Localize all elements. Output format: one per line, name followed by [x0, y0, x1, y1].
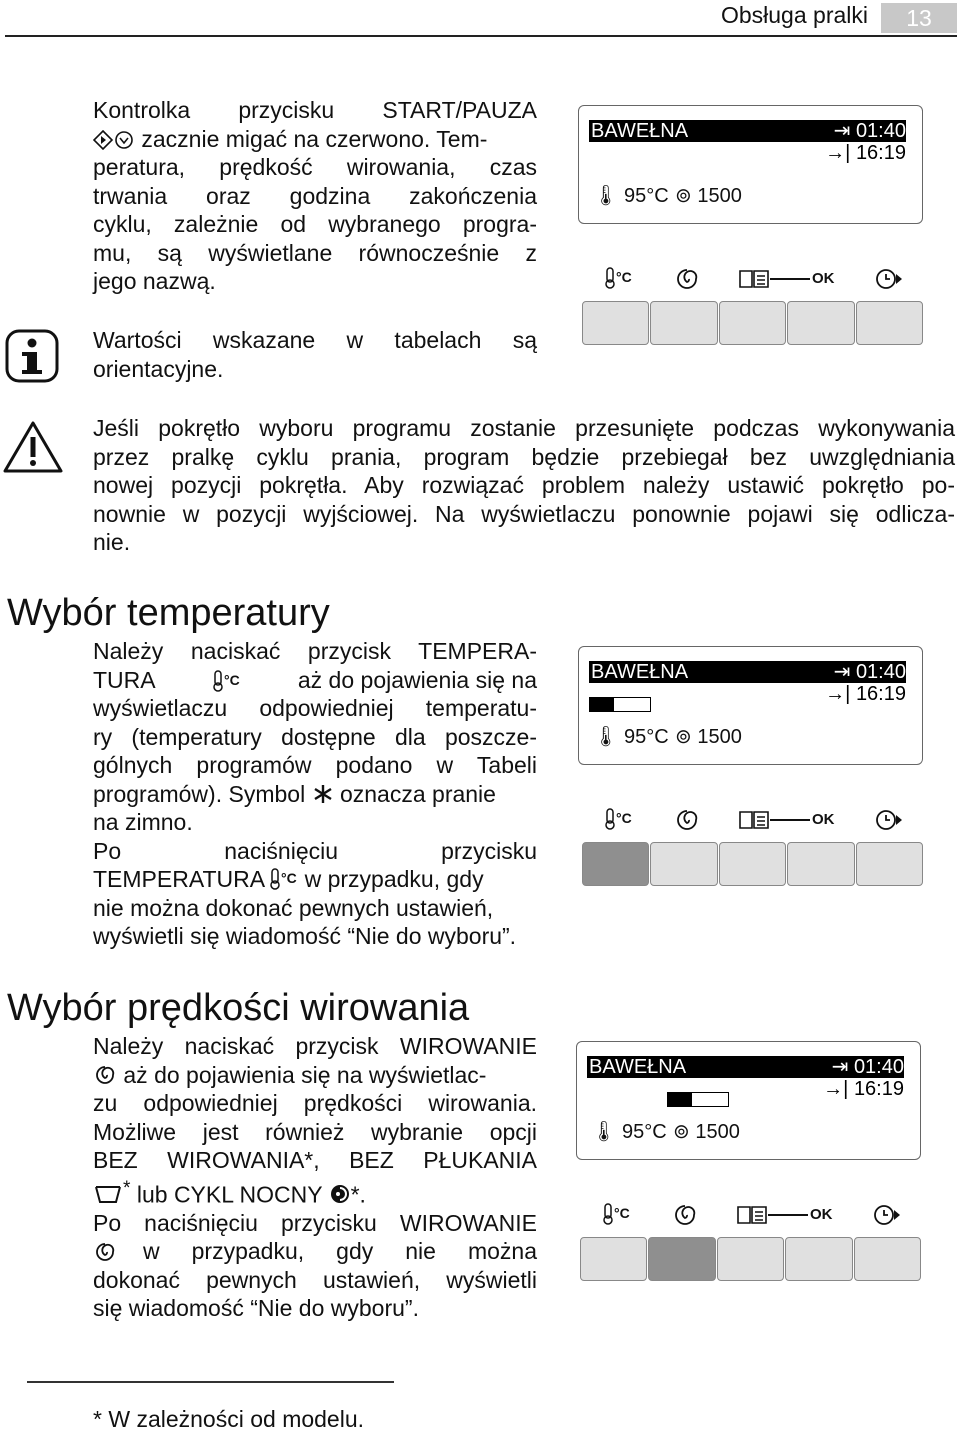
control-buttons-row: [582, 842, 924, 884]
spin-paragraph: Należy naciskać przycisk WIROWANIE aż do pojawienia się na wyświetlac- zu odpowiedniej prędkości wirowania. Możliwe jest również wybranie opcji BEZ WIROWANIA*, BEZ PŁUKANIA * lub CYKL NOCNY *. Po naciśnięciu przycisku WIROWANIE w przypadku, gdy nie można dokonać pewnych ustawień, wyświetli się wiadomość “Nie do wyboru”.: [93, 1033, 537, 1322]
svg-text:°C: °C: [281, 870, 297, 886]
spin-value: ⊚ 1500: [675, 726, 742, 748]
delay-start-button[interactable]: [856, 842, 923, 886]
page-number: 13: [881, 3, 957, 33]
options-book-icon: [738, 808, 812, 837]
options-button[interactable]: [719, 842, 786, 886]
level-meter: [589, 697, 651, 712]
ok-label: OK: [812, 270, 835, 287]
spin-button[interactable]: [648, 1237, 715, 1281]
spin-icon: [93, 1241, 117, 1263]
end-time: →| 16:19: [823, 1078, 904, 1100]
footnote: * W zależności od modelu.: [93, 1406, 365, 1432]
cold-wash-icon: [312, 783, 334, 805]
delay-start-icon: [874, 808, 904, 837]
level-meter-fill: [668, 1093, 692, 1106]
program-name: BAWEŁNA: [589, 1056, 687, 1078]
svg-text:°C: °C: [223, 671, 240, 688]
spin-icon: [674, 808, 700, 837]
temperature-value: 🌡︎ 95°C: [591, 1121, 667, 1143]
heading-spin-speed: Wybór prędkości wirowania: [7, 987, 470, 1029]
lcd-screen: [576, 1041, 921, 1160]
temperature-value: 🌡︎ 95°C: [593, 726, 669, 748]
delay-start-icon: [872, 1203, 902, 1232]
temperature-icon: [213, 670, 241, 692]
delay-start-button[interactable]: [856, 301, 923, 345]
temperature-paragraph: Należy naciskać przycisk TEMPERA- TURA °C aż do pojawienia się na wyświetlaczu odpowiedniej temperatu- ry (temperatury dostępne dla poszcze- gólnych programów podano w Tabeli programów). Symbol oznacza pranie na zimno. Po naciśnięciu przycisku TEMPERATURA °C w przypadku, gdy nie można dokonać pewnych ustawień, wyświetli się wiadomość “Nie do wyboru”.: [93, 638, 537, 949]
spin-button[interactable]: [650, 842, 717, 886]
lcd-screen: [578, 105, 923, 224]
temperature-button[interactable]: [582, 842, 649, 886]
spin-button[interactable]: [650, 301, 717, 345]
start-pause-icon: [93, 130, 135, 150]
spin-icon: [674, 267, 700, 296]
options-button[interactable]: [719, 301, 786, 345]
temperature-icon: [270, 868, 298, 890]
control-buttons-row: [582, 301, 924, 343]
duration-time: ⇥ 01:40: [833, 120, 906, 142]
control-icons-row: [576, 1203, 921, 1229]
spin-icon: [93, 1064, 117, 1086]
info-note: Wartości wskazane w tabelach są orientacyjne.: [93, 327, 537, 382]
temperature-button[interactable]: [580, 1237, 647, 1281]
duration-time: ⇥ 01:40: [833, 661, 906, 683]
night-cycle-icon: [329, 1183, 351, 1205]
delay-start-button[interactable]: [854, 1237, 921, 1281]
header-divider: [5, 35, 957, 37]
options-button[interactable]: [717, 1237, 784, 1281]
warning-icon: [2, 420, 64, 474]
intro-paragraph: Kontrolka przycisku START/PAUZA zacznie migać na czerwono. Tem- peratura, prędkość wirowania, czas trwania oraz godzina zakończenia cyklu, zależnie od wybranego progra- mu, są wyświetlane równocześnie z jego nazwą.: [93, 97, 537, 294]
level-meter-fill: [590, 698, 614, 711]
svg-text:°C: °C: [616, 810, 632, 826]
temperature-icon: [604, 808, 634, 835]
spin-value: ⊚ 1500: [673, 1121, 740, 1143]
svg-text:°C: °C: [614, 1205, 630, 1221]
end-time: →| 16:19: [825, 683, 906, 705]
warning-paragraph: Jeśli pokrętło wyboru programu zostanie przesunięte podczas wykonywania przez pralkę cyklu prania, program będzie przebiegał bez uwzględniania nowej pozycji pokrętła. Aby rozwiązać problem należy ustawić pokrętło po- nownie w pozycji wyjściowej. Na wyświetlaczu ponownie pojawi się odlicza- nie.: [93, 415, 955, 555]
spin-icon: [672, 1203, 698, 1232]
no-rinse-icon: [93, 1183, 123, 1205]
ok-label: OK: [810, 1206, 833, 1223]
duration-time: ⇥ 01:40: [831, 1056, 904, 1078]
program-name: BAWEŁNA: [591, 120, 689, 142]
temperature-button[interactable]: [582, 301, 649, 345]
temperature-icon: [602, 1203, 632, 1230]
control-icons-row: [578, 267, 923, 293]
ok-label: OK: [812, 811, 835, 828]
options-book-icon: [738, 267, 812, 296]
ok-button[interactable]: [787, 301, 854, 345]
end-time: →| 16:19: [825, 142, 906, 164]
spin-value: ⊚ 1500: [675, 185, 742, 207]
options-book-icon: [736, 1203, 810, 1232]
svg-text:°C: °C: [616, 269, 632, 285]
level-meter: [667, 1092, 729, 1107]
temperature-value: 🌡︎ 95°C: [593, 185, 669, 207]
heading-temperature: Wybór temperatury: [7, 592, 330, 634]
ok-button[interactable]: [787, 842, 854, 886]
lcd-screen: [578, 646, 923, 765]
section-title: Obsługa pralki: [720, 2, 868, 28]
temperature-icon: [604, 267, 634, 294]
control-icons-row: [578, 808, 923, 834]
ok-button[interactable]: [785, 1237, 852, 1281]
control-buttons-row: [580, 1237, 922, 1279]
delay-start-icon: [874, 267, 904, 296]
info-icon: [4, 328, 60, 384]
footnote-divider: [27, 1381, 394, 1383]
program-name: BAWEŁNA: [591, 661, 689, 683]
